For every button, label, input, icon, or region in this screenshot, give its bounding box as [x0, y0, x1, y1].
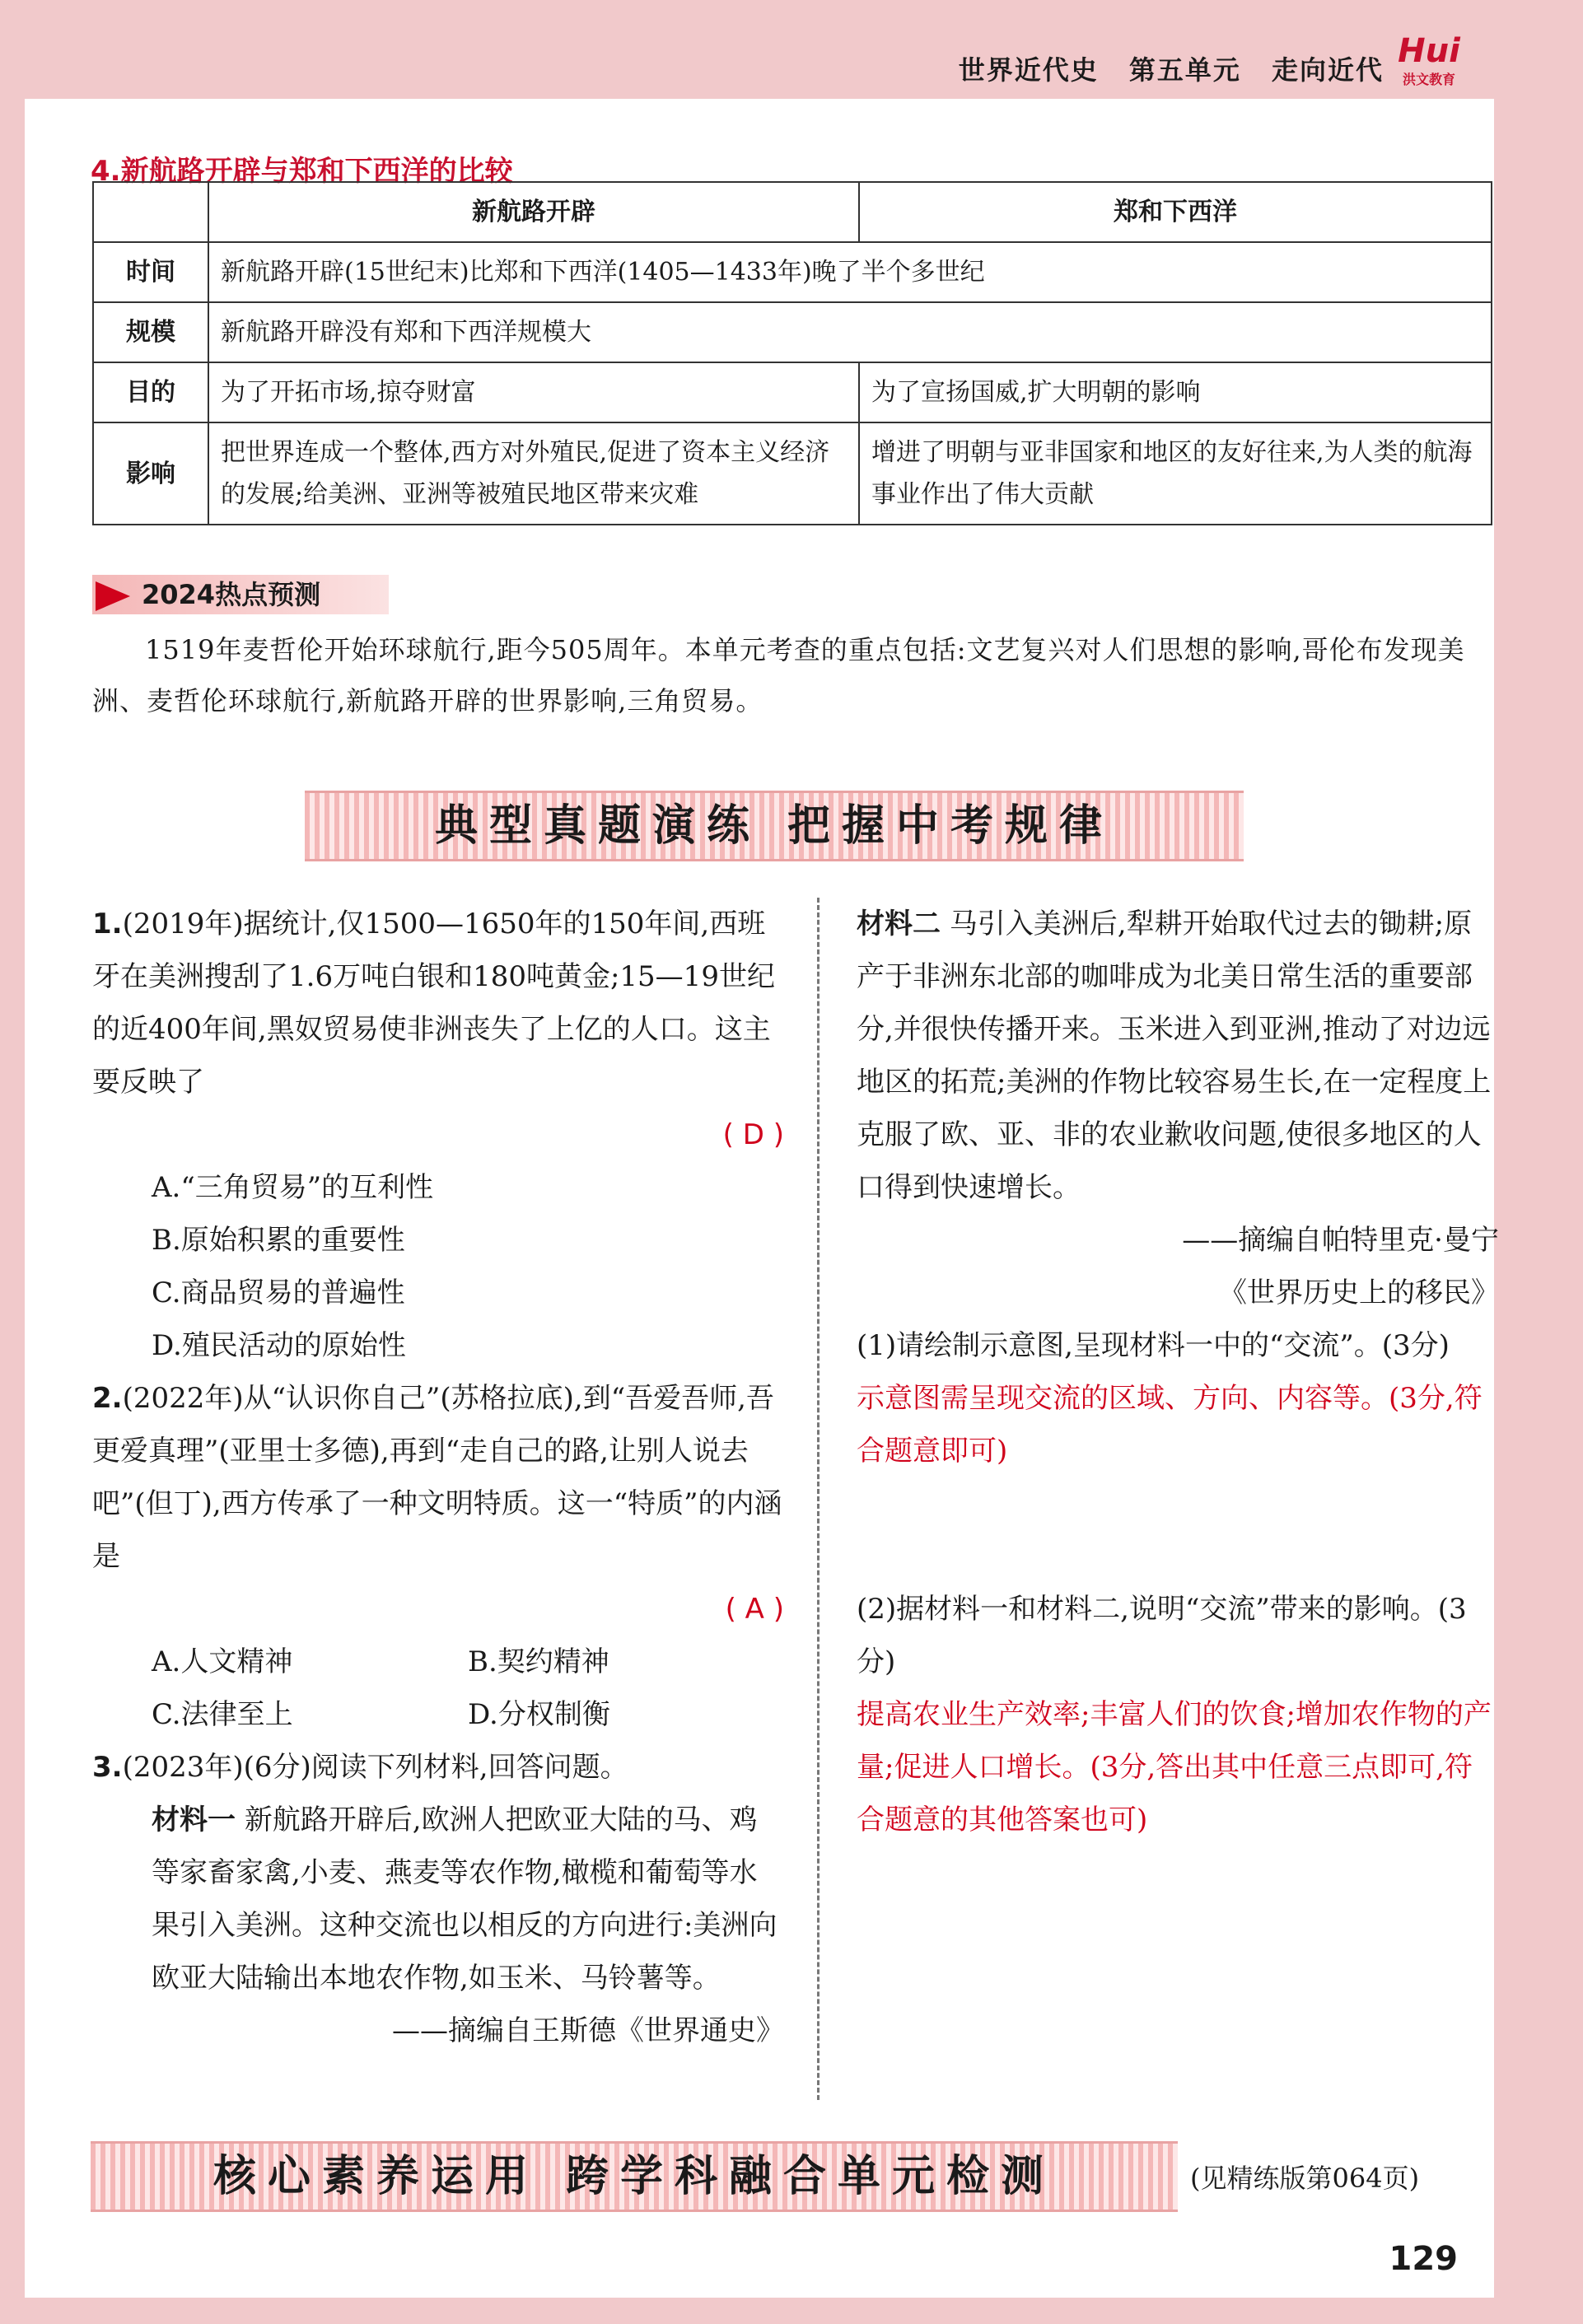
question-number: 3.: [92, 1751, 123, 1784]
material-text: 新航路开辟后,欧洲人把欧亚大陆的马、鸡等家畜家禽,小麦、燕麦等农作物,橄榄和葡萄等水果引入美洲。这种交流也以相反的方向进行:美洲向欧亚大陆输出本地农作物,如玉米、马铃薯等。: [152, 1804, 777, 1995]
hot-prediction-badge: [92, 575, 389, 614]
answer-mark: ( A ): [725, 1593, 784, 1626]
table-header-row: [93, 182, 1492, 242]
material-label: 材料一: [152, 1804, 236, 1836]
question-stem: (2023年)(6分)阅读下列材料,回答问题。: [122, 1751, 628, 1784]
table-corner: [93, 182, 208, 242]
material-label: 材料二: [857, 908, 941, 940]
hot-badge-label: 2024热点预测: [142, 579, 321, 610]
table-cell: 把世界连成一个整体,西方对外殖民,促进了资本主义经济的发展;给美洲、亚洲等被殖民地区带来灾难: [208, 422, 859, 525]
material-text: 马引入美洲后,犁耕开始取代过去的锄耕;原产于非洲东北部的咖啡成为北美日常生活的重要部分,并很快传播开来。玉米进入到亚洲,推动了对边远地区的拓荒;美洲的作物比较容易生长,在一定程度上克服了欧、亚、非的农业歉收问题,使很多地区的人口得到快速增长。: [857, 908, 1492, 1204]
left-column: [92, 898, 784, 2057]
section-banner: 核心素养运用 跨学科融合单元检测: [91, 2141, 1178, 2212]
answer-text: 示意图需呈现交流的区域、方向、内容等。(3分,符合题意即可): [857, 1382, 1483, 1468]
page-number: 129: [1389, 2240, 1458, 2278]
table-cell: 为了宣扬国威,扩大明朝的影响: [859, 362, 1492, 422]
table-cell: 为了开拓市场,掠夺财富: [208, 362, 859, 422]
question-stem: (2022年)从“认识你自己”(苏格拉底),到“吾爱吾师,吾更爱真理”(亚里士多德),再到“走自己的路,让别人说去吧”(但丁),西方传承了一种文明特质。这一“特质”的内涵是: [92, 1382, 782, 1573]
logo-mark: Hui: [1398, 32, 1460, 70]
arrow-right-icon: [96, 581, 130, 611]
option: A.人文精神: [152, 1645, 293, 1678]
option: B.原始积累的重要性: [152, 1224, 405, 1257]
hot-prediction-text: 1519年麦哲伦开始环球航行,距今505周年。本单元考查的重点包括:文艺复兴对人们思想的影响,哥伦布发现美洲、麦哲伦环球航行,新航路开辟的世界影响,三角贸易。: [92, 634, 1465, 716]
publisher-logo: [1392, 33, 1466, 99]
table-cell: 增进了明朝与亚非国家和地区的友好往来,为人类的航海事业作出了伟大贡献: [859, 422, 1492, 525]
question-stem: (2019年)据统计,仅1500—1650年的150年间,西班牙在美洲搜刮了1.6万吨白银和180吨黄金;15—19世纪的近400年间,黑奴贸易使非洲丧失了上亿的人口。这主要反映了: [92, 908, 775, 1099]
row-header: 影响: [93, 422, 208, 525]
question-number: 1.: [92, 908, 123, 940]
table-row: [93, 422, 1492, 525]
table-row: [93, 362, 1492, 422]
option: A.“三角贸易”的互利性: [152, 1171, 434, 1204]
option: D.分权制衡: [468, 1698, 610, 1731]
table-cell: 新航路开辟没有郑和下西洋规模大: [208, 302, 1492, 362]
row-header: 时间: [93, 242, 208, 302]
option: C.法律至上: [152, 1698, 293, 1731]
page: [25, 25, 1524, 2298]
subquestion-1: (1)请绘制示意图,呈现材料一中的“交流”。(3分): [857, 1329, 1450, 1362]
option: C.商品贸易的普遍性: [152, 1276, 405, 1309]
table-row: [93, 302, 1492, 362]
question-2: [92, 1372, 784, 1741]
subquestion-2: (2)据材料一和材料二,说明“交流”带来的影响。(3分): [857, 1593, 1467, 1678]
question-3: [92, 1741, 784, 2057]
section-title: 4.新航路开辟与郑和下西洋的比较: [91, 155, 513, 188]
section-banner: 典型真题演练 把握中考规律: [305, 791, 1244, 861]
comparison-table: [92, 181, 1492, 525]
header-title: 世界近代史 第五单元 走向近代: [958, 54, 1384, 86]
reference-note: (见精练版第064页): [1190, 2163, 1420, 2194]
column-divider: [817, 898, 820, 2100]
answer-mark: ( D ): [722, 1118, 784, 1151]
option: B.契约精神: [468, 1645, 609, 1678]
question-number: 2.: [92, 1382, 123, 1415]
table-cell: 新航路开辟(15世纪末)比郑和下西洋(1405—1433年)晚了半个多世纪: [208, 242, 1492, 302]
logo-brand: 洪文教育: [1402, 72, 1455, 87]
material-source: 《世界历史上的移民》: [1219, 1276, 1499, 1309]
material-source: ——摘编自王斯德《世界通史》: [392, 2014, 784, 2047]
question-1: [92, 898, 784, 1372]
material-source: ——摘编自帕特里克·曼宁: [1182, 1224, 1499, 1257]
table-row: [93, 242, 1492, 302]
row-header: 规模: [93, 302, 208, 362]
right-column: [857, 898, 1499, 1846]
column-header: 新航路开辟: [208, 182, 859, 242]
column-header: 郑和下西洋: [859, 182, 1492, 242]
row-header: 目的: [93, 362, 208, 422]
option: D.殖民活动的原始性: [152, 1329, 406, 1362]
answer-text: 提高农业生产效率;丰富人们的饮食;增加农作物的产量;促进人口增长。(3分,答出其中任意三点即可,符合题意的其他答案也可): [857, 1698, 1492, 1836]
